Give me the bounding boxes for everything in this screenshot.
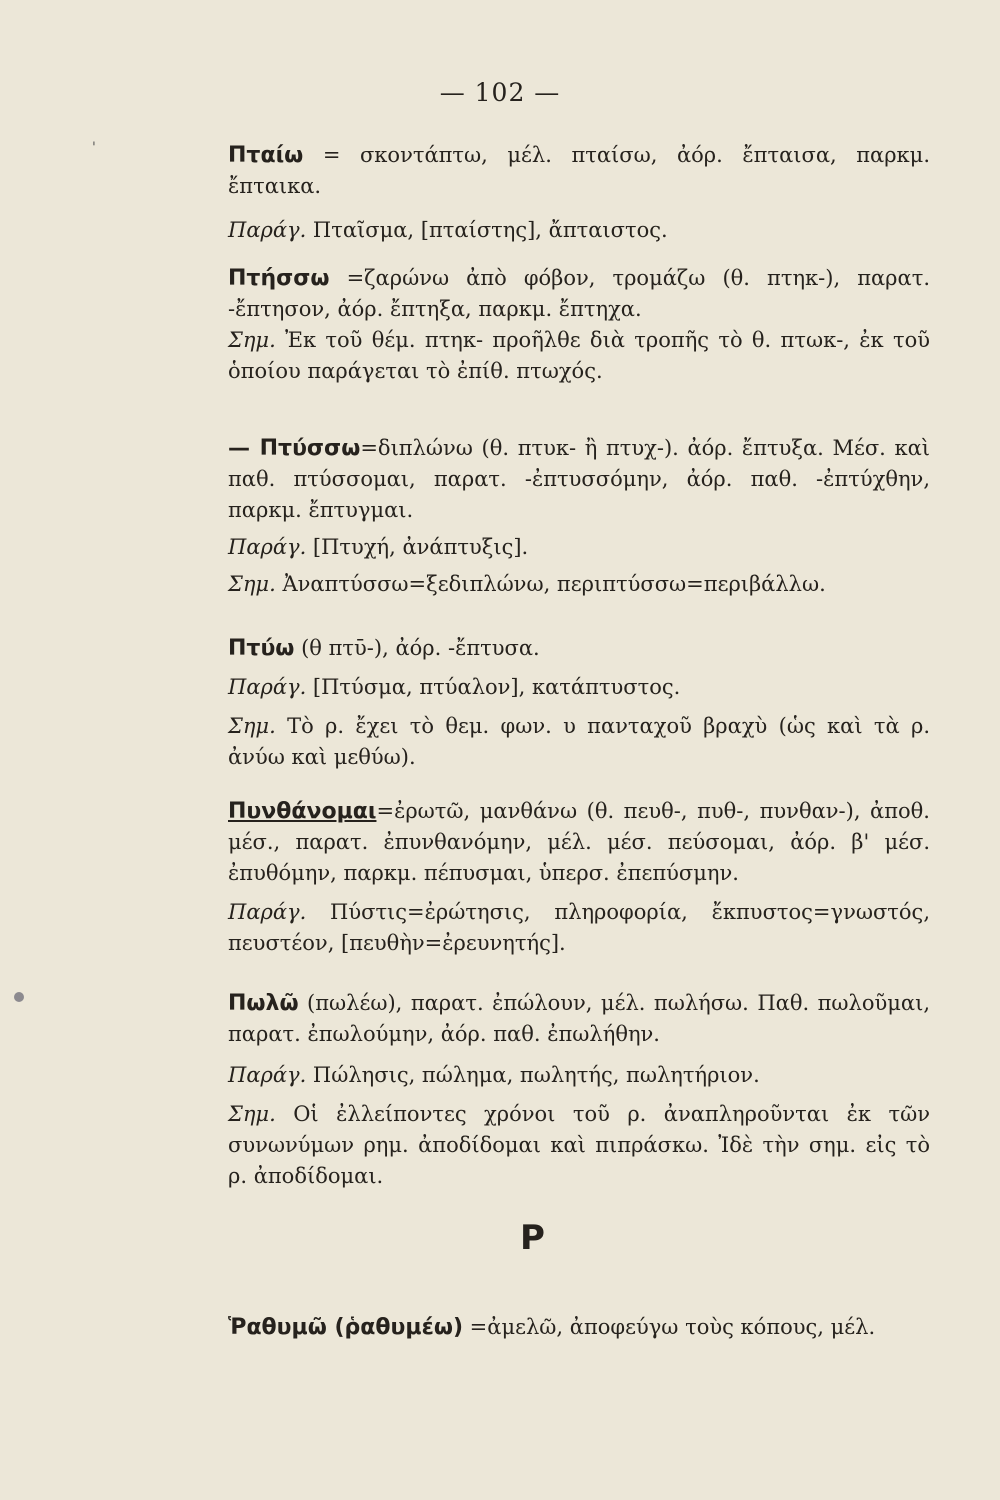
headword: Πωλῶ bbox=[228, 991, 299, 1016]
entry-text: Πταῖσμα, [πταίστης], ἄπταιστος. bbox=[306, 218, 668, 242]
entry-text: [Πτυχή, ἀνάπτυξις]. bbox=[306, 535, 529, 559]
entry-text: Πώλησις, πώλημα, πωλητής, πωλητήριον. bbox=[306, 1063, 760, 1087]
entry-text: =ἀμελῶ, ἀποφεύγω τοὺς κόπους, μέλ. bbox=[463, 1315, 876, 1339]
label-parag: Παράγ. bbox=[228, 535, 307, 559]
headword: Ῥαθυμῶ (ῥαθυμέω) bbox=[228, 1315, 463, 1340]
entry-ptisso bbox=[178, 263, 930, 387]
entry-pynthanomai bbox=[178, 796, 930, 959]
margin-tick: ' bbox=[92, 140, 96, 156]
headword: Πταίω bbox=[228, 143, 304, 168]
entry-text: Οἱ ἐλλείποντες χρόνοι τοῦ ρ. ἀναπληροῦνται ἐκ τῶν συνωνύμων ρημ. ἀποδίδομαι καὶ πιπράσκω. Ἰδὲ τὴν σημ. εἰς τὸ ρ. ἀποδίδομαι. bbox=[228, 1102, 930, 1188]
entry-text: (πωλέω), παρατ. ἐπώλουν, μέλ. πωλήσω. Παθ. πωλοῦμαι, παρατ. ἐπωλούμην, ἀόρ. παθ. ἐπωλήθην. bbox=[228, 991, 930, 1046]
label-parag: Παράγ. bbox=[228, 675, 307, 699]
section-letter: Ρ bbox=[520, 1218, 545, 1258]
entry-text: (θ πτῡ-), ἀόρ. -ἔπτυσα. bbox=[294, 636, 540, 660]
label-parag: Παράγ. bbox=[228, 1063, 307, 1087]
label-sim: Σημ. bbox=[228, 572, 276, 596]
entry-text: Ἀναπτύσσω=ξεδιπλώνω, περιπτύσσω=περιβάλλω. bbox=[275, 572, 826, 596]
entry-text: [Πτύσμα, πτύαλον], κατάπτυστος. bbox=[306, 675, 681, 699]
entry-polo bbox=[178, 988, 930, 1192]
label-sim: Σημ. bbox=[228, 714, 276, 738]
headword: — Πτύσσω bbox=[228, 436, 361, 461]
entry-text: =ζαρώνω ἀπὸ φόβον, τρομάζω (θ. πτηκ-), παρατ. -ἔπτησον, ἀόρ. ἔπτηξα, παρκμ. ἔπτηχα. bbox=[228, 266, 930, 321]
label-sim: Σημ. bbox=[228, 328, 276, 352]
label-parag: Παράγ. bbox=[228, 900, 307, 924]
headword: Πτήσσω bbox=[228, 266, 330, 291]
entry-ptaio bbox=[178, 140, 930, 246]
page-number: — 102 — bbox=[439, 78, 561, 107]
entry-rathymo bbox=[178, 1312, 930, 1343]
entry-text: =ἐρωτῶ, μανθάνω (θ. πευθ-, πυθ-, πυνθαν-), ἀποθ. μέσ., παρατ. ἐπυνθανόμην, μέλ. μέσ. πεύσομαι, ἀόρ. β' μέσ. ἐπυθόμην, παρκμ. πέπυσμαι, ὑπερσ. ἐπεπύσμην. bbox=[228, 799, 930, 885]
label-sim: Σημ. bbox=[228, 1102, 276, 1126]
entry-text: Ἐκ τοῦ θέμ. πτηκ- προῆλθε διὰ τροπῆς τὸ θ. πτωκ-, ἐκ τοῦ ὁποίου παράγεται τὸ ἐπίθ. πτωχός. bbox=[228, 328, 930, 383]
entry-text: = σκοντάπτω, μέλ. πταίσω, ἀόρ. ἔπταισα, παρκμ. ἔπταικα. bbox=[228, 143, 930, 198]
entry-text: Πύστις=ἐρώτησις, πληροφορία, ἔκπυστος=γνωστός, πευστέον, [πευθὴν=ἐρευνητής]. bbox=[228, 900, 930, 955]
headword: Πυνθάνομαι bbox=[228, 799, 377, 824]
entry-ptyo bbox=[178, 633, 930, 773]
margin-dot bbox=[14, 992, 24, 1002]
label-parag: Παράγ. bbox=[228, 218, 307, 242]
headword: Πτύω bbox=[228, 636, 295, 661]
entry-text: =διπλώνω (θ. πτυκ- ἢ πτυχ-). ἀόρ. ἔπτυξα. Μέσ. καὶ παθ. πτύσσομαι, παρατ. -ἐπτυσσόμην, ἀόρ. παθ. -ἐπτύχθην, παρκμ. ἔπτυγμαι. bbox=[228, 436, 931, 522]
entry-ptysso bbox=[178, 433, 930, 600]
entry-text: Τὸ ρ. ἔχει τὸ θεμ. φων. υ πανταχοῦ βραχὺ (ὡς καὶ τὰ ρ. ἀνύω καὶ μεθύω). bbox=[228, 714, 930, 769]
